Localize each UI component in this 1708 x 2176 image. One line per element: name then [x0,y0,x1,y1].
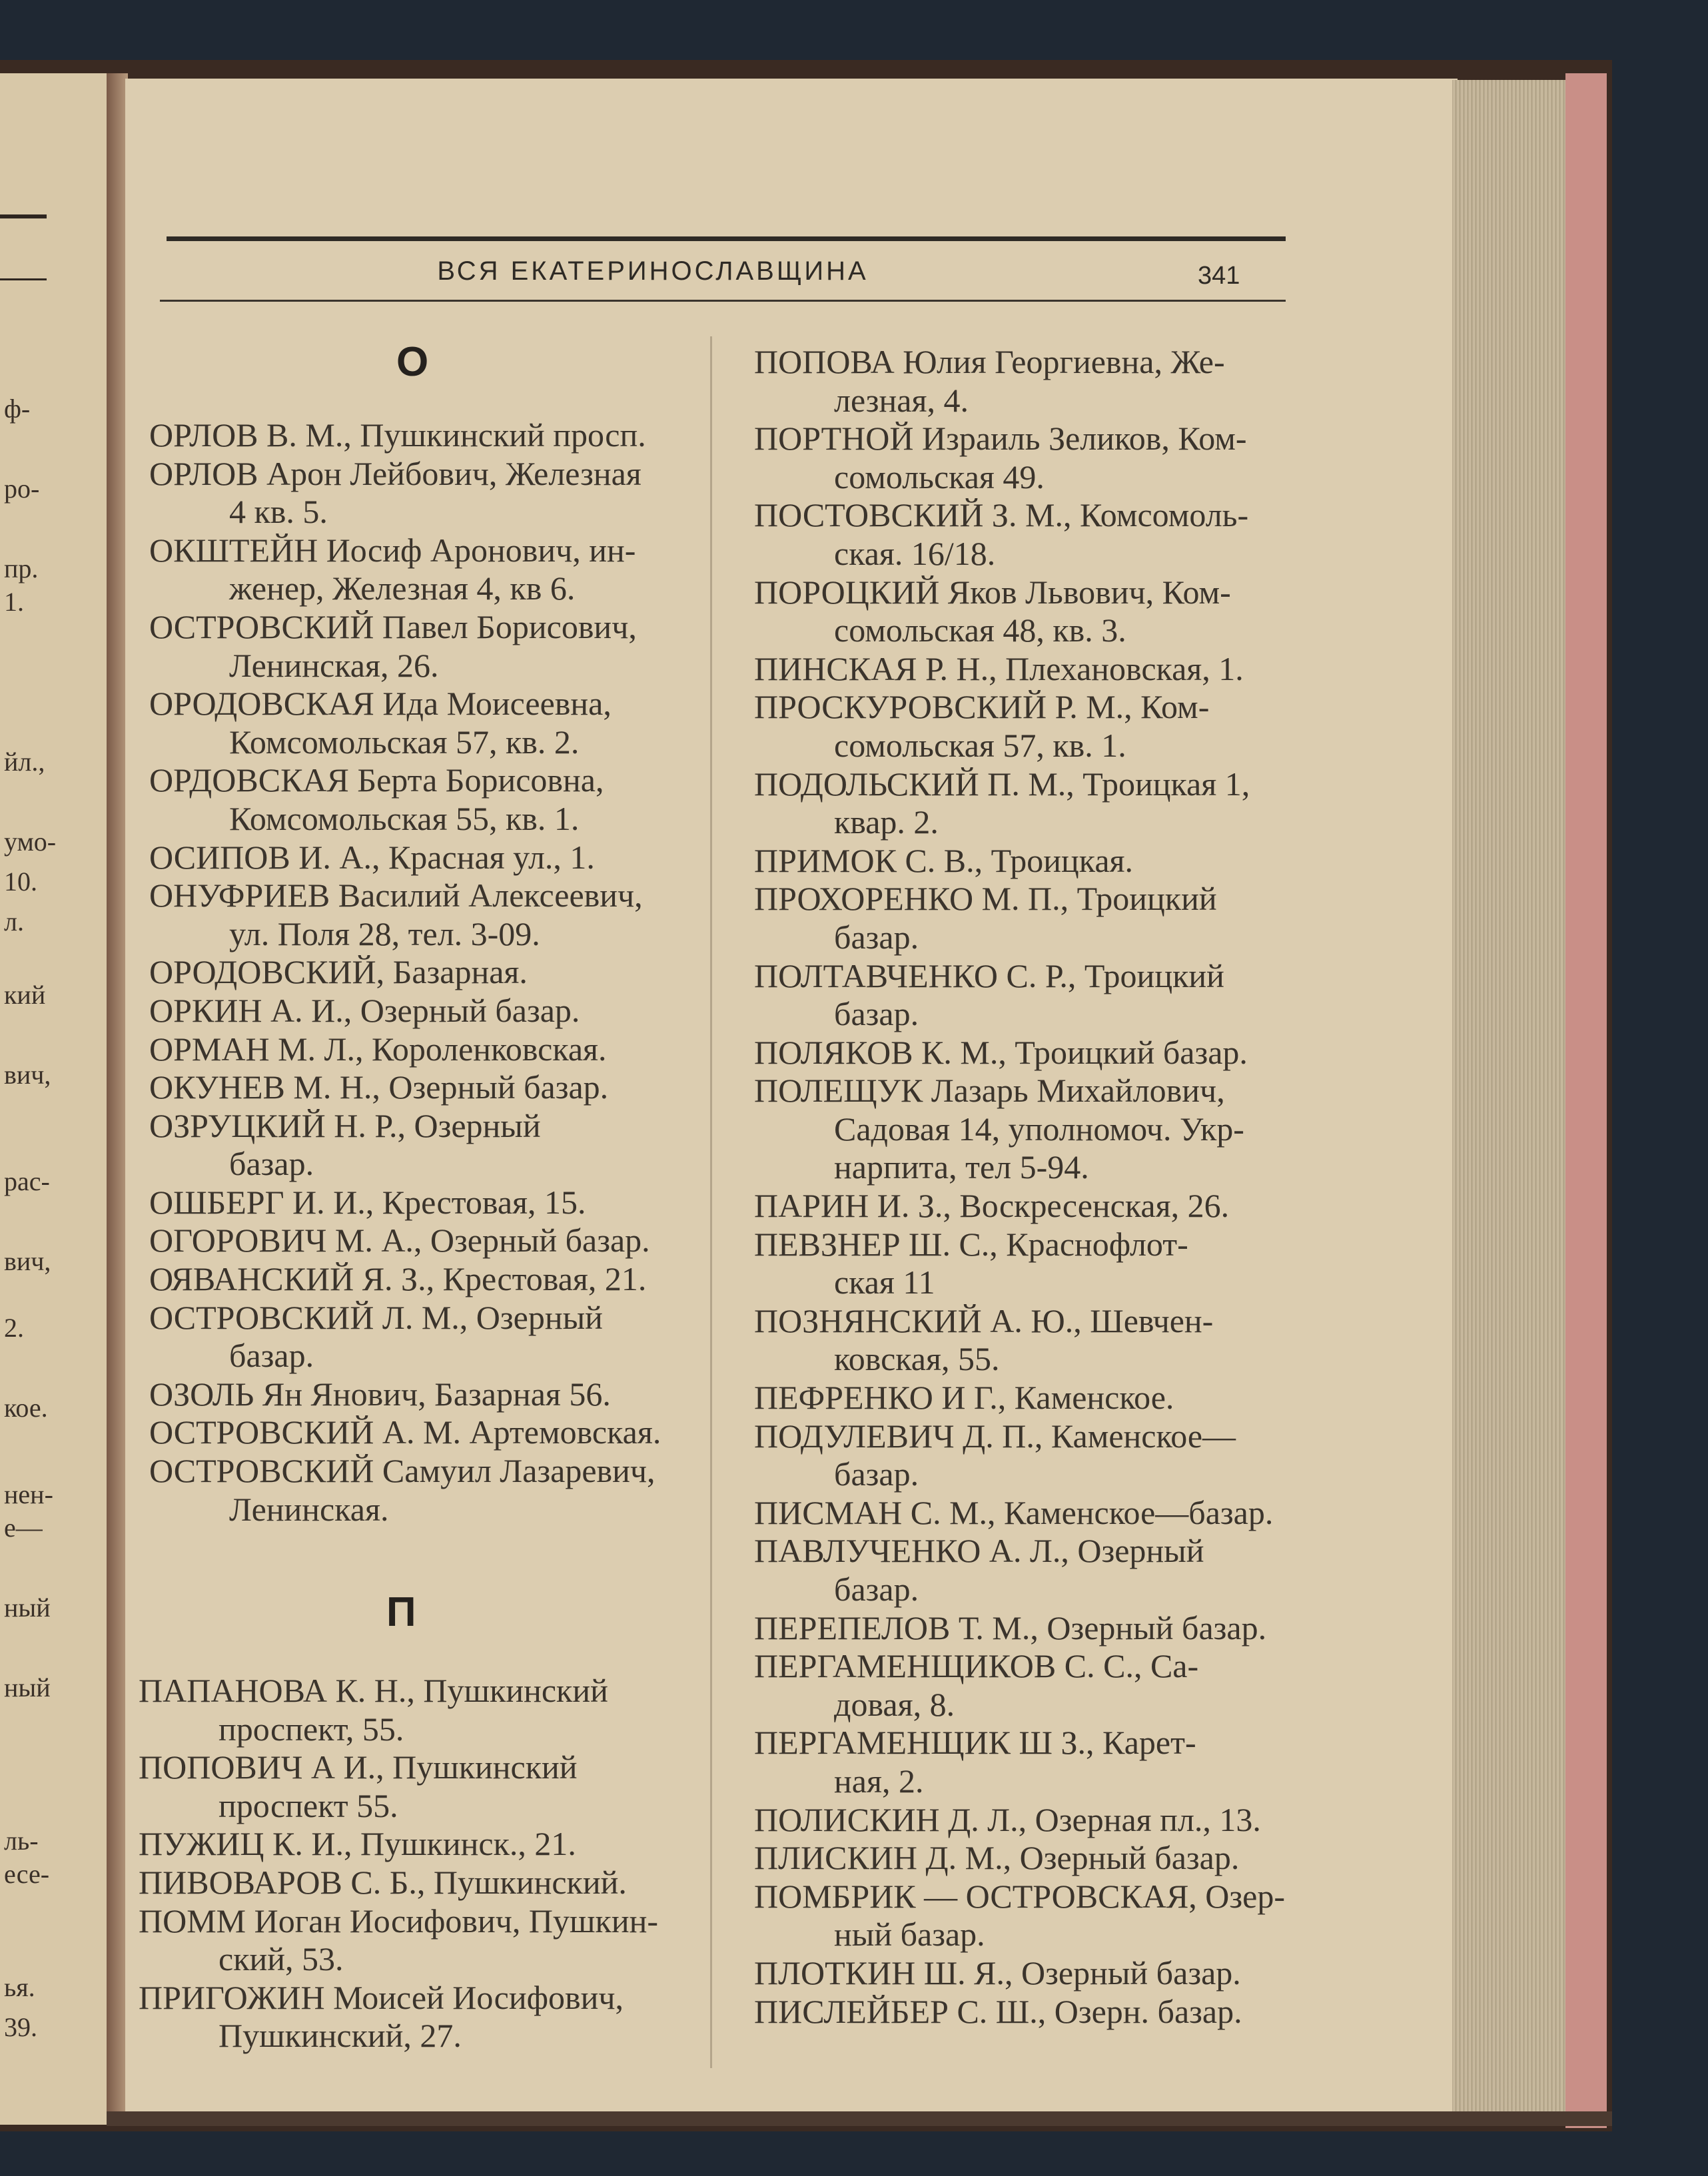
entry-continuation-line: довая, 8. [834,1685,955,1723]
page-bottom-shadow [107,2111,1612,2126]
entry-continuation-line: базар. [834,1455,919,1493]
entry-name-line: ПОММ Иоган Иосифович, Пушкин- [139,1902,658,1940]
entry-continuation-line: сомольская 57, кв. 1. [834,726,1126,764]
directory-entry [754,842,1354,881]
entry-name-line: ПРИГОЖИН Моисей Иосифович, [139,1978,624,2016]
directory-entry [754,1724,1354,1800]
directory-entry [754,1226,1354,1302]
entry-continuation-line: квар. 2. [834,803,939,841]
header-rule-thick [167,236,1286,241]
entry-name-line: ПЕРГАМЕНЩИКОВ С. С., Са- [754,1647,1199,1685]
entry-name-line: ОКШТЕЙН Иосиф Аронович, ин- [149,531,636,569]
directory-entry [149,608,749,685]
entry-name-line: ОЯВАНСКИЙ Я. З., Крестовая, 21. [149,1260,647,1298]
directory-entry [149,1413,749,1452]
directory-entry [149,685,749,761]
entry-continuation-line: ный базар. [834,1916,985,1954]
directory-entry [149,1030,749,1069]
entry-continuation-line: проспект, 55. [218,1710,404,1748]
facing-page-rule [0,214,47,218]
directory-entry [139,1864,738,1902]
facing-page-fragment: есе- [4,1859,50,1889]
directory-entry [754,1839,1354,1878]
facing-page-rule [0,278,47,280]
entry-name-line: ОСИПОВ И. А., Красная ул., 1. [149,838,595,876]
entry-name-line: ПОЛЕЩУК Лазарь Михайлович, [754,1072,1225,1110]
entry-name-line: ПОПОВИЧ А И., Пушкинский [139,1748,578,1786]
facing-page-fragment: умо- [4,827,57,857]
entry-name-line: ПОПОВА Юлия Георгиевна, Же- [754,343,1225,380]
directory-entry [149,1222,749,1260]
header-rule-thin [160,300,1286,302]
directory-entry [149,1299,749,1375]
section-letter-o: О [396,339,429,385]
facing-page-fragment: кий [4,980,46,1010]
directory-entry [139,1748,738,1825]
directory-entry [149,416,749,455]
facing-page-fragment: ль- [4,1826,39,1856]
directory-entry [754,1187,1354,1226]
entries-p-left [139,1672,738,2055]
entry-continuation-line: Ленинская. [229,1490,389,1528]
entry-continuation-line: базар. [229,1145,314,1183]
directory-entry [754,1993,1354,2031]
entry-continuation-line: Комсомольская 57, кв. 2. [229,723,580,761]
entry-name-line: ПОЛИСКИН Д. Л., Озерная пл., 13. [754,1800,1261,1838]
entry-continuation-line: проспект 55. [218,1786,398,1824]
entry-name-line: ПЕФРЕНКО И Г., Каменское. [754,1379,1174,1417]
facing-page-fragment: 2. [4,1313,24,1343]
directory-entry [149,953,749,992]
facing-page-fragment: 1. [4,587,24,617]
entry-name-line: ПОЛТАВЧЕНКО С. Р., Троицкий [754,956,1224,994]
facing-page-edge [0,73,117,2125]
entry-name-line: ПОДОЛЬСКИЙ П. М., Троицкая 1, [754,765,1250,803]
directory-entry [754,650,1354,689]
entry-continuation-line: ул. Поля 28, тел. 3-09. [229,914,540,952]
directory-entry [754,573,1354,650]
directory-entry [754,1878,1354,1954]
facing-page-fragment: пр. [4,553,39,583]
entry-continuation-line: нарпита, тел 5-94. [834,1148,1089,1186]
entry-continuation-line: базар. [834,918,919,956]
entry-name-line: ОНУФРИЕВ Василий Алексеевич, [149,877,643,914]
directory-entry [149,839,749,877]
entry-continuation-line: базар. [834,995,919,1033]
entry-name-line: ПЕВЗНЕР Ш. С., Краснофлот- [754,1225,1188,1263]
entries-p-right [754,343,1354,2031]
entry-name-line: ОЗРУЦКИЙ Н. Р., Озерный [149,1106,541,1144]
facing-page-fragment: ный [4,1672,51,1702]
entry-continuation-line: Пушкинский, 27. [218,2017,462,2055]
entry-name-line: ПОЛЯКОВ К. М., Троицкий базар. [754,1033,1248,1071]
facing-page-fragment: рас- [4,1166,50,1196]
entry-name-line: ПАПАНОВА К. Н., Пушкинский [139,1672,608,1709]
facing-page-fragment: ья. [4,1972,35,2002]
entry-name-line: ОСТРОВСКИЙ Самуил Лазаревич, [149,1452,655,1490]
entry-name-line: ОСТРОВСКИЙ А. М. Артемовская. [149,1413,661,1451]
directory-entry [149,761,749,838]
directory-entry [754,1647,1354,1724]
directory-entry [754,496,1354,573]
entry-name-line: ПЕРГАМЕНЩИК Ш З., Карет- [754,1724,1196,1762]
entry-continuation-line: ная, 2. [834,1762,924,1800]
section-letter-p: П [386,1589,416,1635]
facing-page-fragment: йл., [4,747,45,777]
book-cover-edge [1565,73,1607,2128]
entry-name-line: ОРМАН М. Л., Короленковская. [149,1030,607,1068]
entry-continuation-line: ковская, 55. [834,1340,1000,1378]
facing-page-fragment: 39. [4,2012,37,2042]
entry-continuation-line: сомольская 49. [834,458,1045,496]
entry-name-line: ПОМБРИК — ОСТРОВСКАЯ, Озер- [754,1877,1285,1915]
directory-entry [149,1107,749,1184]
facing-page-fragment: е— [4,1513,43,1543]
facing-page-fragment: ный [4,1593,51,1623]
entry-name-line: ПАВЛУЧЕНКО А. Л., Озерный [754,1532,1204,1570]
directory-entry [149,1068,749,1107]
entry-name-line: ПОЗНЯНСКИЙ А. Ю., Шевчен- [754,1301,1214,1339]
entry-name-line: ПОДУЛЕВИЧ Д. П., Каменское— [754,1417,1236,1455]
entry-name-line: ОКУНЕВ М. Н., Озерный базар. [149,1068,609,1106]
entry-name-line: ОРОДОВСКАЯ Ида Моисеевна, [149,685,612,723]
directory-entry [754,1494,1354,1533]
entry-name-line: ОРЛОВ В. М., Пушкинский просп. [149,416,646,454]
facing-page-fragment: нен- [4,1479,53,1509]
directory-entry [149,1452,749,1529]
entry-continuation-line: ский, 53. [218,1940,344,1978]
entry-continuation-line: лезная, 4. [834,381,969,419]
directory-entry [149,1375,749,1414]
entry-name-line: ПОСТОВСКИЙ З. М., Комсомоль- [754,496,1249,534]
entry-name-line: ПРОХОРЕНКО М. П., Троицкий [754,880,1217,918]
entry-name-line: ПРОСКУРОВСКИЙ Р. М., Ком- [754,688,1210,726]
entry-name-line: ПЛОТКИН Ш. Я., Озерный базар. [754,1954,1241,1992]
entry-name-line: ОРЛОВ Арон Лейбович, Железная [149,454,641,492]
entry-name-line: ПРИМОК С. В., Троицкая. [754,841,1134,879]
directory-entry [754,1379,1354,1417]
entry-continuation-line: ская 11 [834,1264,935,1301]
facing-page-fragment: кое. [4,1393,48,1423]
entry-continuation-line: Комсомольская 55, кв. 1. [229,799,580,837]
entry-continuation-line: базар. [229,1337,314,1375]
directory-entry [149,1184,749,1222]
entry-name-line: ПИНСКАЯ Р. Н., Плехановская, 1. [754,649,1244,687]
directory-entry [754,1302,1354,1379]
directory-entry [139,1825,738,1864]
directory-entry [754,1954,1354,1993]
facing-page-fragment: вич, [4,1060,51,1090]
entry-name-line: ОРОДОВСКИЙ, Базарная. [149,953,528,991]
directory-entry [149,455,749,532]
entry-continuation-line: женер, Железная 4, кв 6. [229,569,576,607]
entry-name-line: ПЕРЕПЕЛОВ Т. М., Озерный базар. [754,1609,1267,1646]
directory-entry [754,688,1354,765]
facing-page-fragment: л. [4,907,24,936]
entry-name-line: ПАРИН И. З., Воскресенская, 26. [754,1187,1230,1225]
entry-name-line: ПИСМАН С. М., Каменское—базар. [754,1493,1274,1531]
facing-page-fragment: вич, [4,1246,51,1276]
facing-page-fragment: ро- [4,474,40,504]
entry-name-line: ОРДОВСКАЯ Берта Борисовна, [149,761,604,799]
directory-entry [149,1260,749,1299]
directory-entry [754,1072,1354,1187]
facing-page-fragment: 10. [4,867,37,897]
directory-entry [149,532,749,608]
entry-name-line: ПИСЛЕЙБЕР С. Ш., Озерн. базар. [754,1992,1242,2030]
directory-entry [754,957,1354,1034]
entry-name-line: ПОРТНОЙ Израиль Зеликов, Ком- [754,420,1247,458]
directory-entry [754,1034,1354,1072]
entry-name-line: ОРКИН А. И., Озерный базар. [149,991,580,1029]
entry-continuation-line: 4 кв. 5. [229,493,328,531]
entry-name-line: ПУЖИЦ К. И., Пушкинск., 21. [139,1825,576,1863]
running-title: ВСЯ ЕКАТЕРИНОСЛАВЩИНА [437,256,869,286]
directory-entry [754,765,1354,842]
directory-entry [149,877,749,953]
directory-entry [754,1532,1354,1609]
directory-entry [139,1979,738,2055]
page-edges [1452,80,1569,2118]
directory-entry [754,420,1354,496]
entry-continuation-line: Ленинская, 26. [229,646,439,684]
entry-name-line: ОСТРОВСКИЙ Л. М., Озерный [149,1298,603,1336]
directory-entry [149,992,749,1030]
entries-o [149,416,749,1529]
entry-name-line: ПИВОВАРОВ С. Б., Пушкинский. [139,1863,627,1901]
page-number: 341 [1198,262,1240,290]
entry-name-line: ОШБЕРГ И. И., Крестовая, 15. [149,1183,586,1221]
running-head [153,236,1286,310]
directory-entry [139,1672,738,1748]
entry-continuation-line: ская. 16/18. [834,534,996,572]
entry-name-line: ОЗОЛЬ Ян Янович, Базарная 56. [149,1375,611,1413]
directory-entry [139,1902,738,1979]
directory-entry [754,1609,1354,1648]
entry-name-line: ПОРОЦКИЙ Яков Львович, Ком- [754,573,1231,611]
entry-continuation-line: сомольская 48, кв. 3. [834,611,1126,649]
entry-continuation-line: Садовая 14, уполномоч. Укр- [834,1110,1244,1148]
entry-continuation-line: базар. [834,1571,919,1608]
entry-name-line: ПЛИСКИН Д. М., Озерный базар. [754,1839,1240,1877]
entry-name-line: ОГОРОВИЧ М. А., Озерный базар. [149,1222,650,1260]
directory-entry [754,343,1354,420]
entry-name-line: ОСТРОВСКИЙ Павел Борисович, [149,607,637,645]
directory-entry [754,1417,1354,1494]
facing-page-fragment: ф- [4,394,31,424]
directory-entry [754,1801,1354,1840]
directory-entry [754,880,1354,956]
